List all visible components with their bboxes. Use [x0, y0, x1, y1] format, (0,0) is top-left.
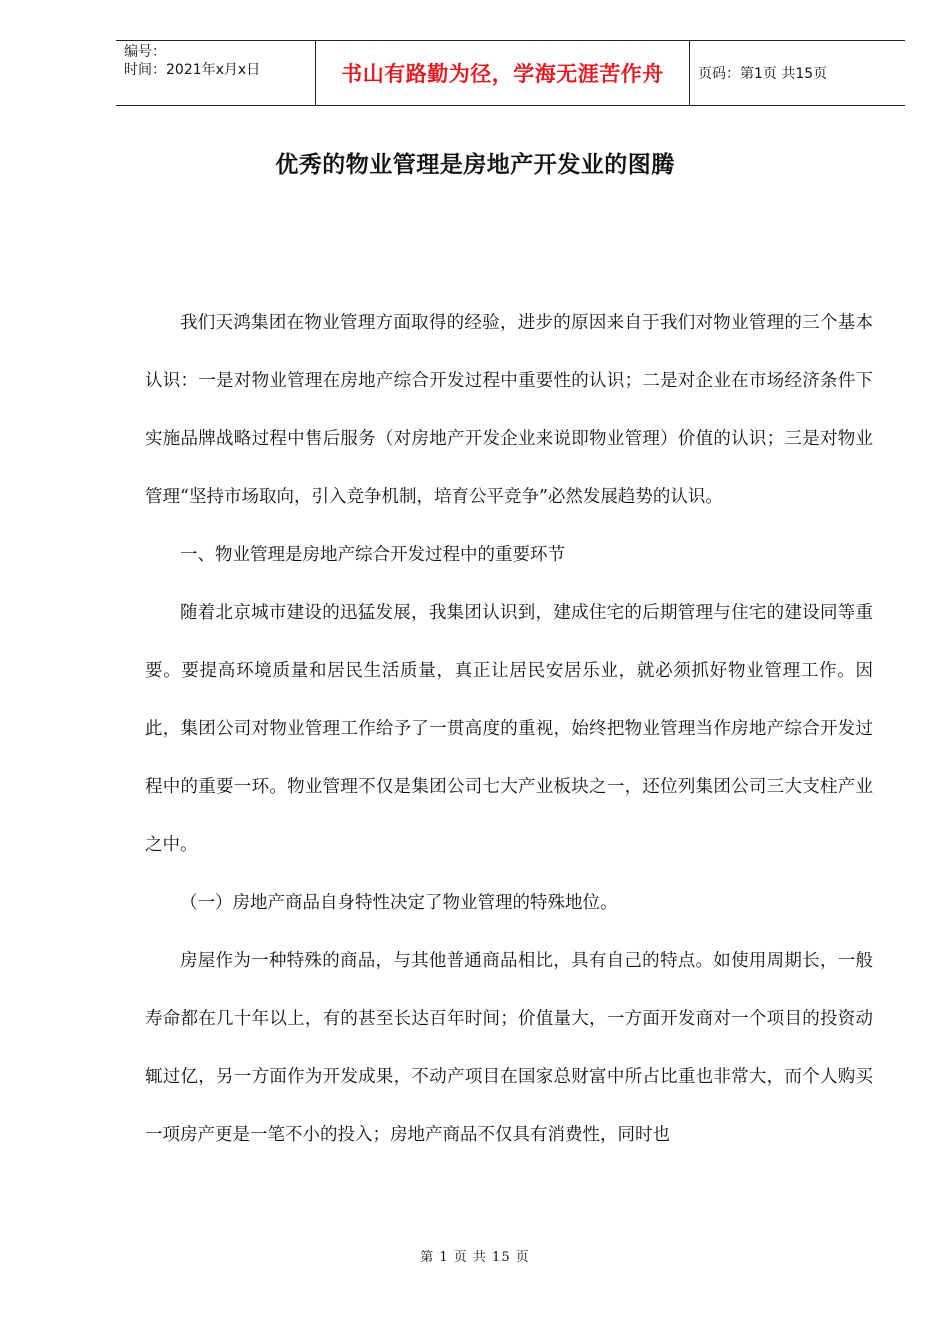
page-header	[116, 40, 905, 106]
page-footer: 第 1 页 共 15 页	[420, 1250, 530, 1265]
paragraph-intro: 我们天鸿集团在物业管理方面取得的经验，进步的原因来自于我们对物业管理的三个基本认识：一是对物业管理在房地产综合开发过程中重要性的认识；二是对企业在市场经济条件下实施品牌战略过程中售后服务（对房地产开发企业来说即物业管理）价值的认识；三是对物业管理“坚持市场取向，引入竞争机制，培育公平竞争”必然发展趋势的认识。	[145, 313, 873, 507]
document-title: 优秀的物业管理是房地产开发业的图腾	[275, 152, 675, 178]
subsection-heading-1: （一）房地产商品自身特性决定了物业管理的特殊地位。	[180, 893, 618, 913]
paragraph-section-1: 随着北京城市建设的迅猛发展，我集团认识到，建成住宅的后期管理与住宅的建设同等重要。要提高环境质量和居民生活质量，真正让居民安居乐业，就必须抓好物业管理工作。因此，集团公司对物业管理工作给予了一贯高度的重视，始终把物业管理当作房地产综合开发过程中的重要一环。物业管理不仅是集团公司七大产业板块之一，还位列集团公司三大支柱产业之中。	[145, 603, 873, 855]
header-page-info-cell	[690, 41, 905, 105]
header-meta	[116, 41, 316, 105]
time-label: 时间：2021年x月x日	[124, 62, 261, 78]
document-body	[145, 294, 873, 1164]
doc-number-label: 编号：	[124, 44, 166, 60]
header-motto: 书山有路勤为径，学海无涯苦作舟	[341, 62, 664, 86]
section-heading-1: 一、物业管理是房地产综合开发过程中的重要环节	[180, 545, 565, 565]
paragraph-subsection-1: 房屋作为一种特殊的商品，与其他普通商品相比，具有自己的特点。如使用周期长，一般寿命都在几十年以上，有的甚至长达百年时间；价值量大，一方面开发商对一个项目的投资动辄过亿，另一方面作为开发成果，不动产项目在国家总财富中所占比重也非常大，而个人购买一项房产更是一笔不小的投入；房地产商品不仅具有消费性，同时也	[145, 951, 873, 1145]
header-page-info: 页码：第1页 共15页	[698, 66, 828, 82]
header-motto-cell	[316, 41, 690, 105]
